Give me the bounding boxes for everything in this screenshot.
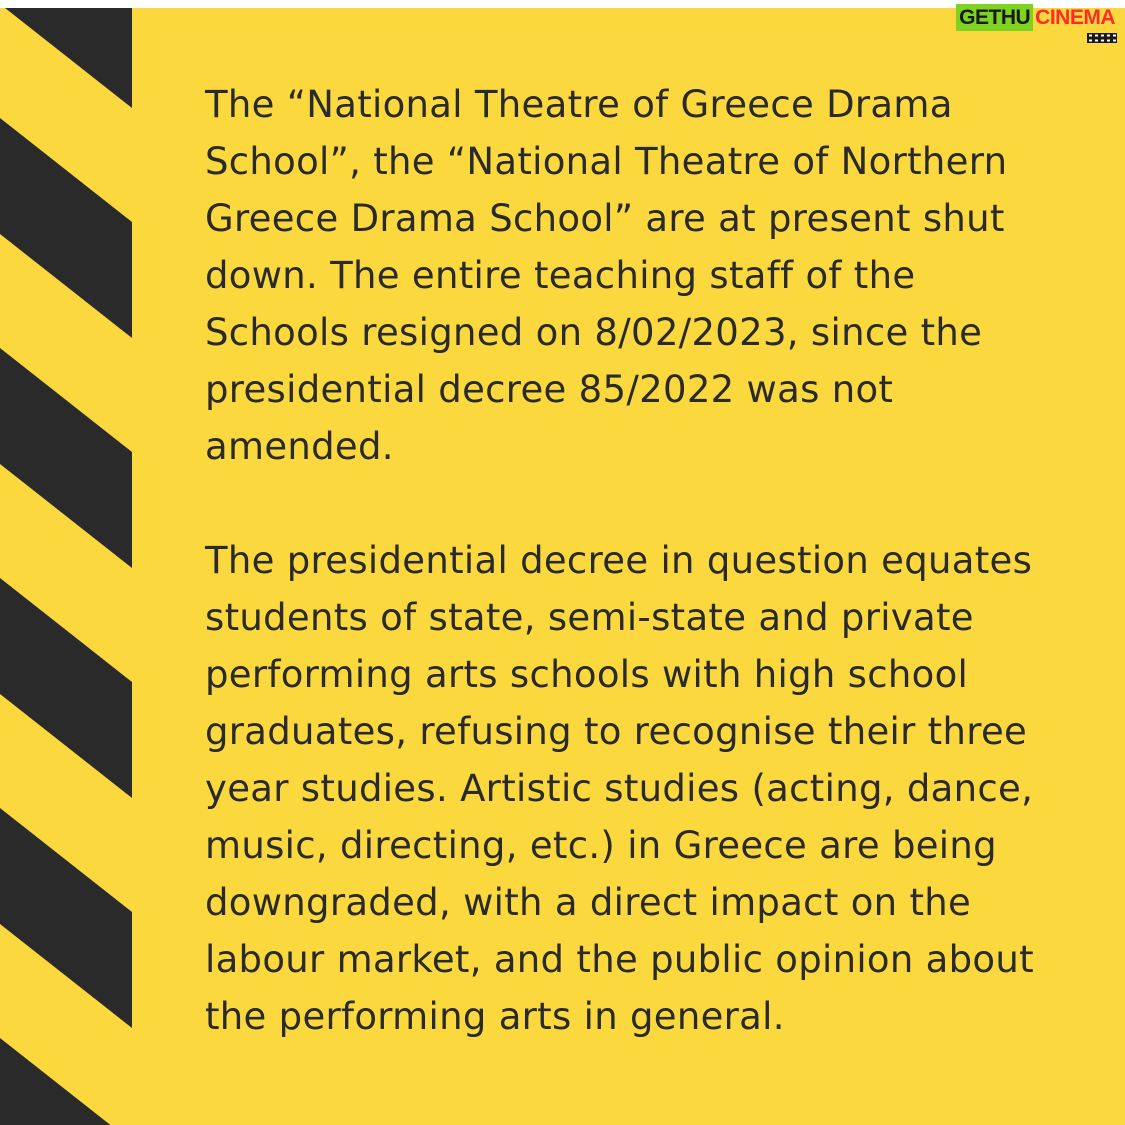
watermark-cinema [1033,4,1117,31]
paragraph-decree: The presidential decree in question equates students of state, semi-state and private performing arts schools with high school graduates, refusing to recognise their three year studies. Artistic studies (acting, dance, music, directing, etc.) in Greece are being downgraded, with a direct impact on the labour market, and the public opinion about the performing arts in general. [205,539,1034,1038]
statement-text [205,76,1085,1045]
paragraph-closure: The “National Theatre of Greece Drama School”, the “National Theatre of Northern Greece Drama School” are at present shut down. The entire teaching staff of the Schools resigned on 8/02/2023, since the presidential decree 85/2022 was not amended. [205,83,1008,468]
watermark-gethu: GETHU [956,4,1033,31]
hazard-stripes [0,8,132,1125]
watermark-cinema-text: CINEMA [1035,6,1115,29]
film-reel-icon [1043,0,1059,6]
watermark-logo [956,4,1117,31]
film-strip-icon [1087,33,1117,43]
